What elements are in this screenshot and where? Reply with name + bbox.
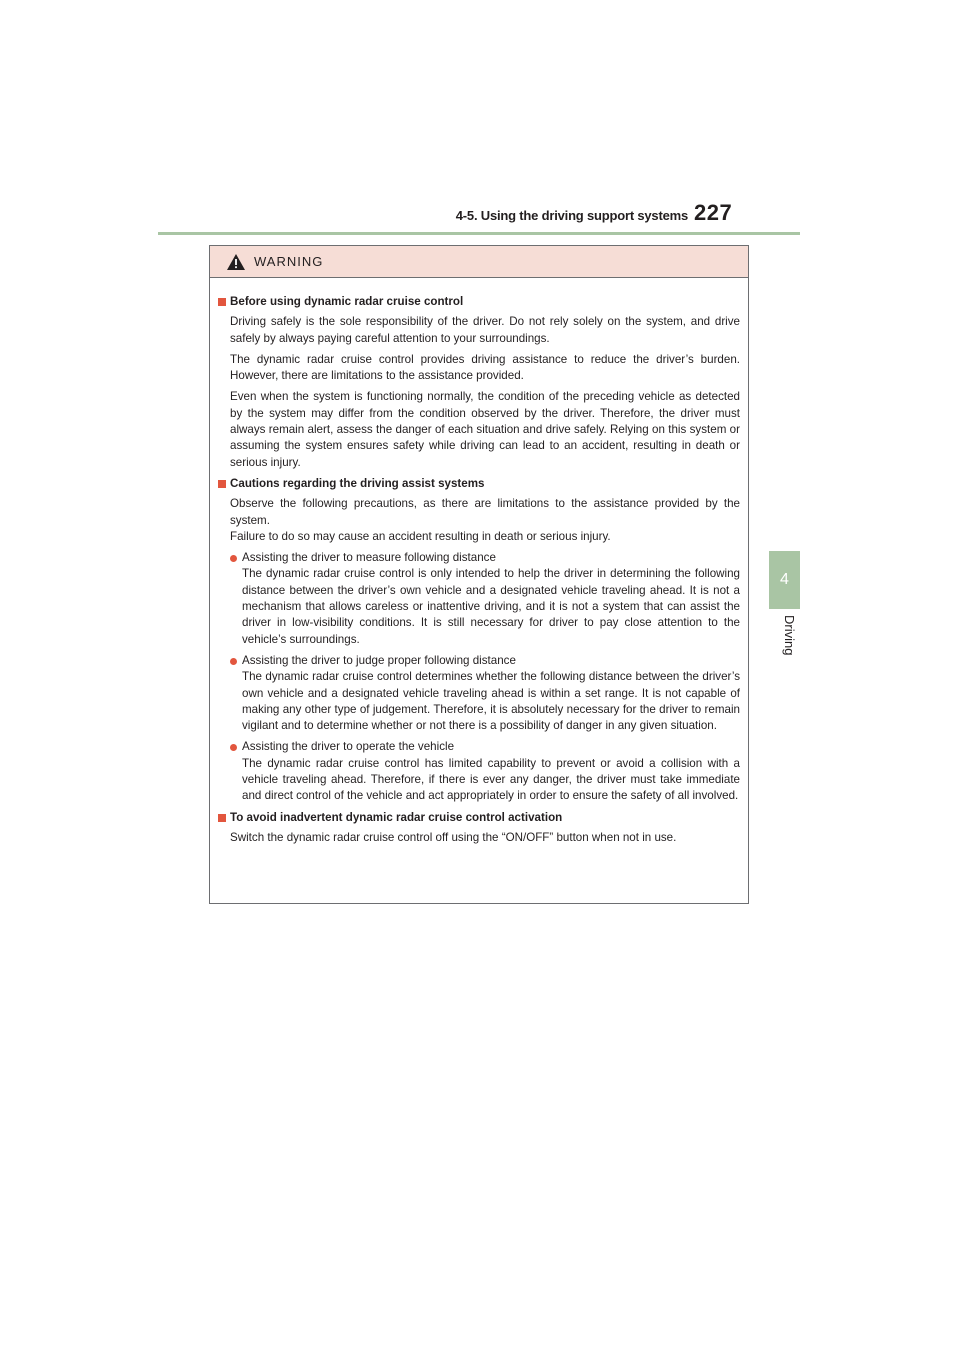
paragraph: Switch the dynamic radar cruise control off using the “ON/OFF” button when not in use.: [230, 830, 677, 844]
header-divider: [158, 232, 800, 235]
chapter-number: 4: [780, 571, 789, 588]
warning-body: [210, 278, 748, 846]
list-item: [230, 550, 740, 648]
section-header: 4-5. Using the driving support systems: [455, 208, 688, 223]
warning-title: WARNING: [254, 254, 324, 269]
list-item-text: The dynamic radar cruise control is only intended to help the driver in determining the following distance between the driver’s own vehicle and a designated vehicle traveling ahead. It is not a mechanism that allows careless or inattentive driving, and it is not a system that can assist the driver in low-visibility conditions. It is still necessary for driver to pay close attention to the vehicle’s surroundings.: [242, 567, 740, 646]
square-bullet-icon: [218, 814, 226, 822]
paragraph: Failure to do so may cause an accident resulting in death or serious injury.: [230, 529, 611, 543]
list-item-text: The dynamic radar cruise control determines whether the following distance between the driver’s own vehicle and a designated vehicle traveling ahead is within a set range. It is not capable of making any other type of judgement. Therefore, it is absolutely necessary for the driver to remain vigilant and to determine whether or not there is a possibility of danger in any given situation.: [242, 670, 740, 733]
chapter-tab: [769, 551, 800, 609]
page-number: 227: [694, 200, 733, 225]
circle-bullet-icon: [230, 658, 237, 665]
square-bullet-icon: [218, 298, 226, 306]
warning-box: [209, 245, 749, 904]
list-item-title: Assisting the driver to operate the vehicle: [242, 740, 455, 754]
list-item-title: Assisting the driver to measure following distance: [242, 551, 496, 565]
paragraph: Even when the system is functioning normally, the condition of the preceding vehicle as detected by the system may differ from the condition observed by the driver. Therefore, the driver must always remain alert, assess the danger of each situation and drive safely. Relying on this system or assuming the system ensures safety while driving can lead to an accident, resulting in death or serious injury.: [230, 390, 740, 469]
warning-header: [210, 246, 748, 278]
section-heading: Before using dynamic radar cruise control: [218, 294, 740, 310]
paragraph: The dynamic radar cruise control provides driving assistance to reduce the driver’s burden. However, there are limitations to the assistance provided.: [230, 352, 740, 383]
warning-triangle-icon: [226, 253, 246, 271]
list-item-title: Assisting the driver to judge proper following distance: [242, 653, 516, 667]
section-heading: To avoid inadvertent dynamic radar cruise control activation: [218, 810, 740, 826]
paragraph: Observe the following precautions, as there are limitations to the assistance provided by the system.: [230, 497, 740, 527]
list-item-text: The dynamic radar cruise control has limited capability to prevent or avoid a collision with a vehicle traveling ahead. Therefore, if there is ever any danger, the driver must take immediate and direct control of the vehicle and act appropriately in order to ensure the safety of all involved.: [242, 756, 740, 803]
circle-bullet-icon: [230, 744, 237, 751]
list-item: [230, 653, 740, 734]
list-item: [230, 739, 740, 804]
chapter-name: Driving: [782, 615, 797, 656]
section-heading: Cautions regarding the driving assist systems: [218, 476, 740, 492]
circle-bullet-icon: [230, 555, 237, 562]
paragraph: Driving safely is the sole responsibility of the driver. Do not rely solely on the system, and drive safely by always paying careful attention to your surroundings.: [230, 315, 740, 345]
square-bullet-icon: [218, 480, 226, 488]
